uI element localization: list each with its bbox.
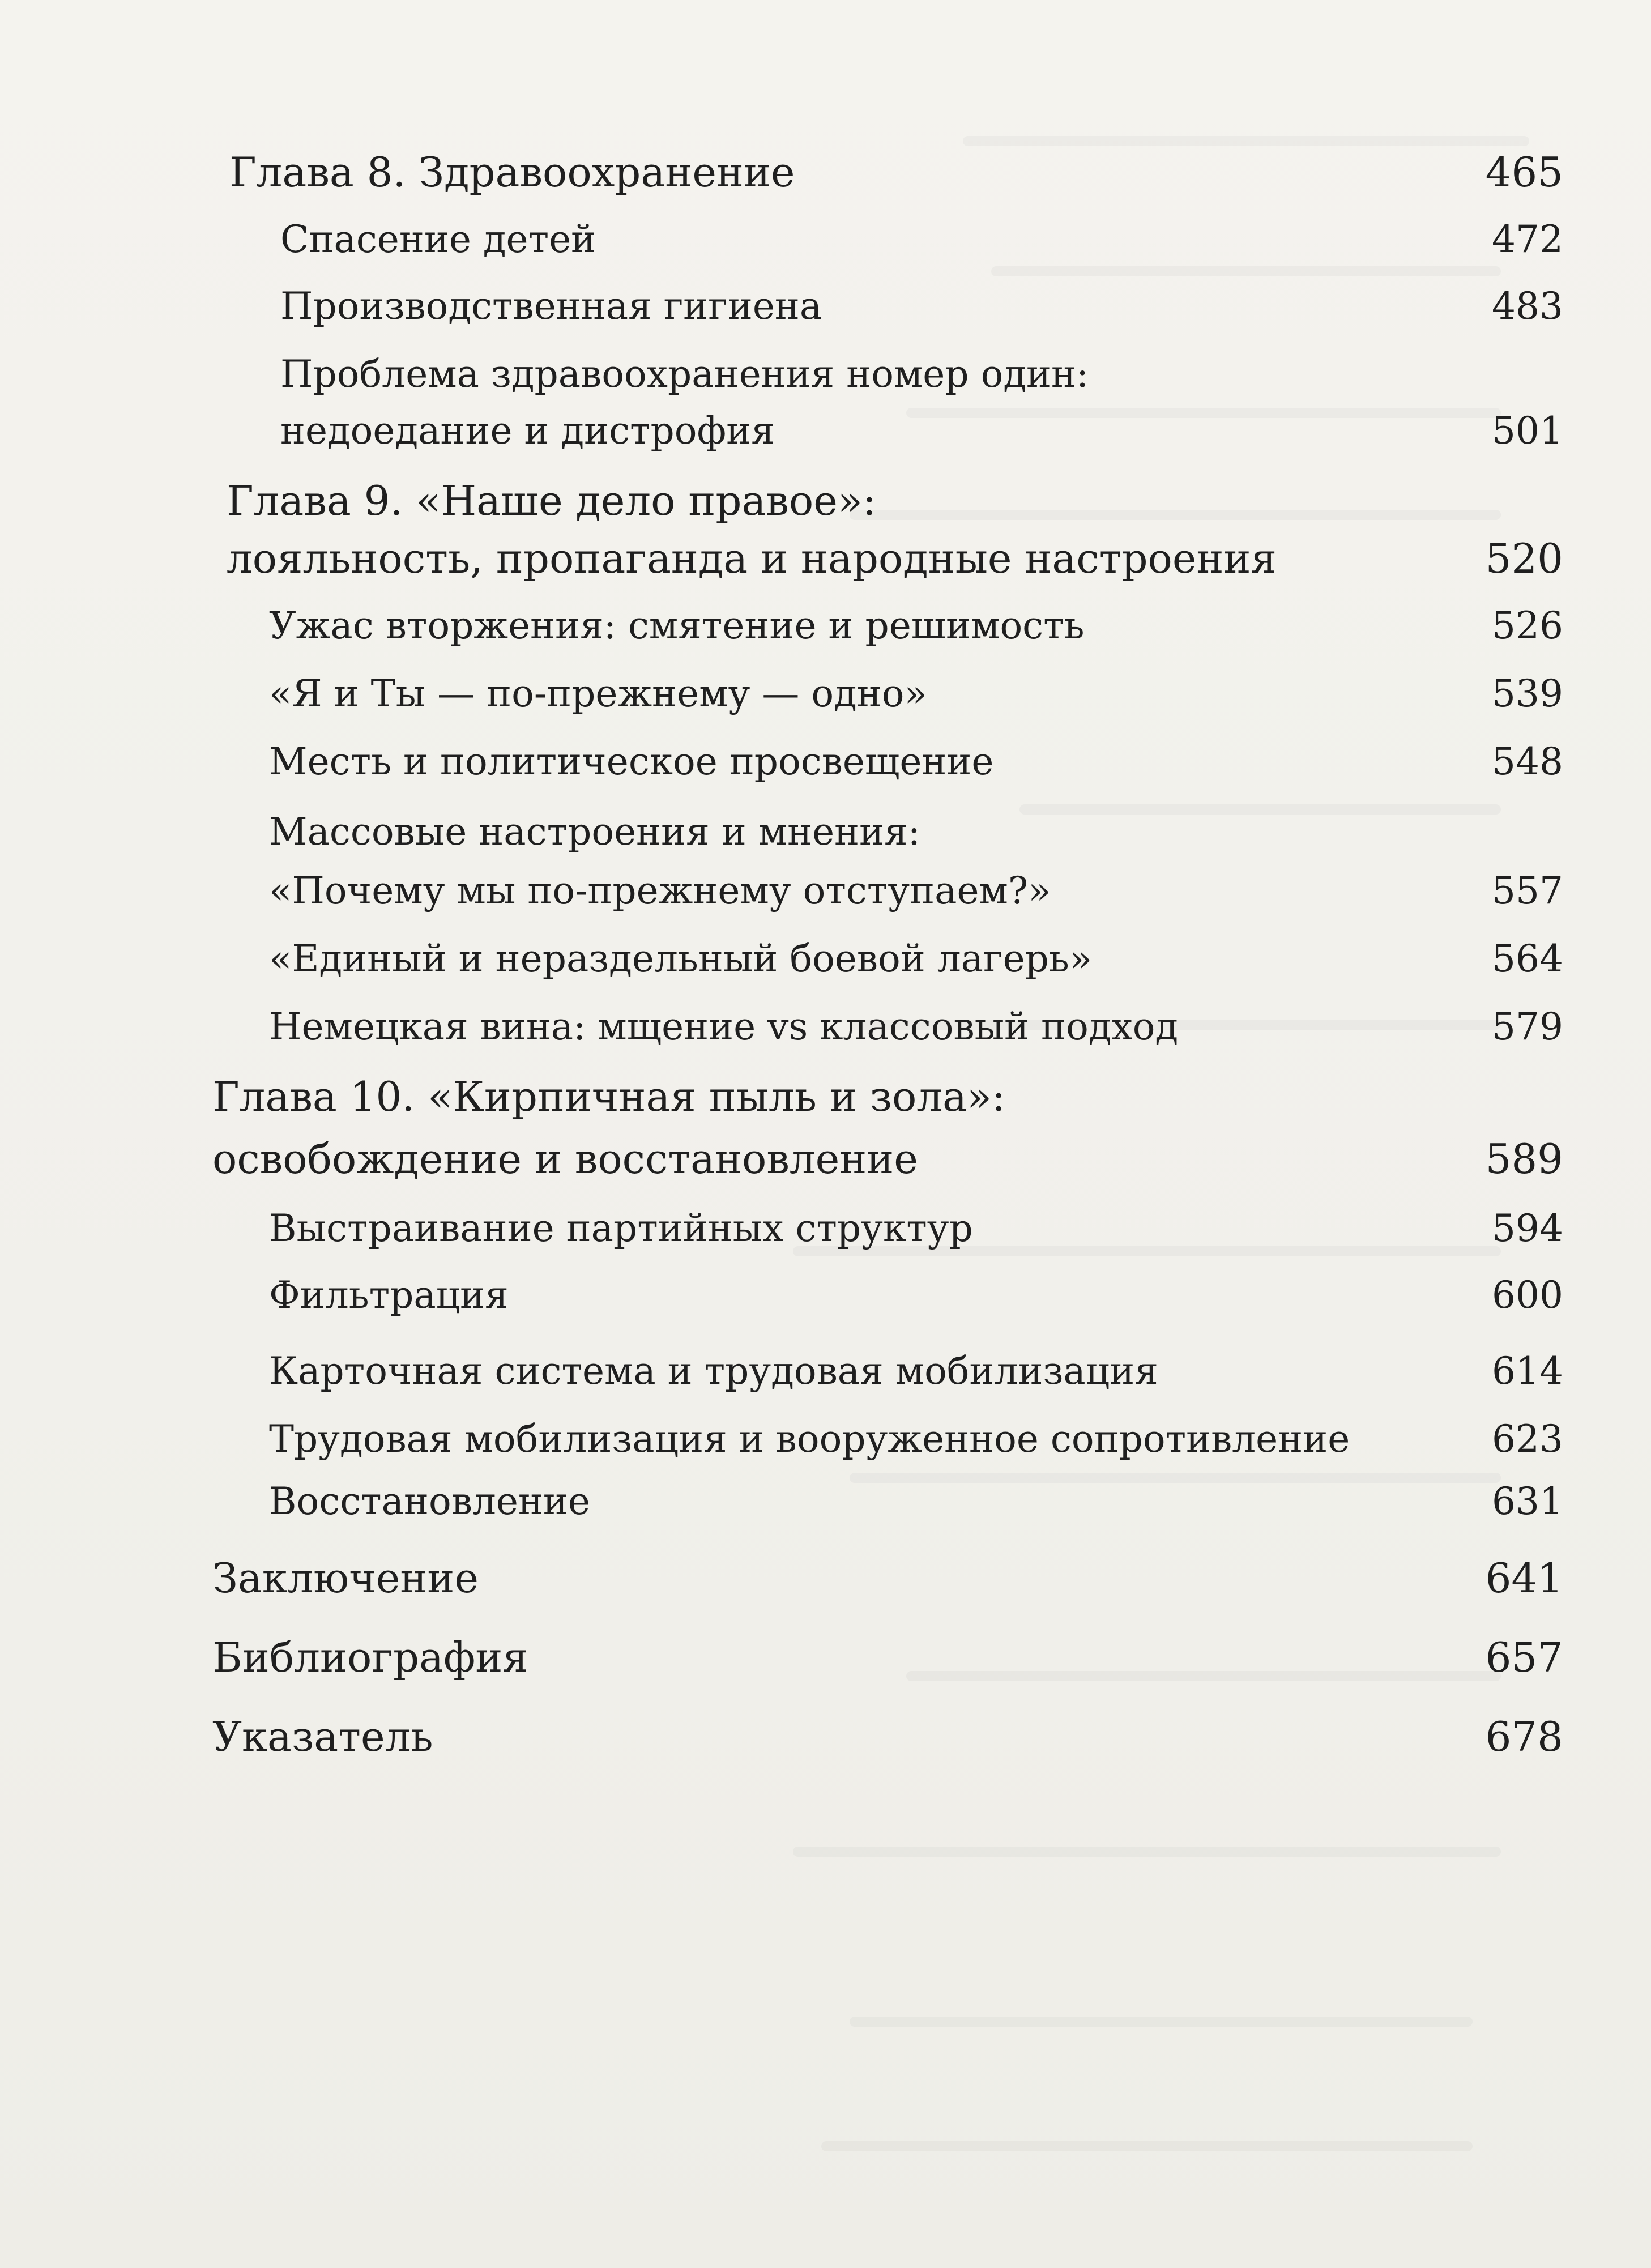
section-title: Восстановление — [269, 1480, 590, 1523]
page-number: 557 — [1492, 869, 1563, 913]
page-number: 623 — [1492, 1417, 1563, 1461]
toc-section-row — [269, 1349, 1563, 1401]
page-number: 631 — [1492, 1480, 1563, 1523]
section-title: Карточная система и трудовая мобилизация — [269, 1349, 1158, 1393]
section-title: Месть и политическое просвещение — [269, 740, 994, 783]
page-number: 472 — [1492, 218, 1563, 261]
section-title: Массовые настроения и мнения: — [269, 810, 920, 854]
page-number: 641 — [1485, 1554, 1563, 1602]
toc-section-row — [269, 1480, 1563, 1532]
toc-chapter-row — [227, 477, 1563, 532]
toc-section-row — [280, 352, 1563, 404]
toc-section-row — [269, 869, 1563, 921]
toc-section-row — [269, 672, 1563, 724]
toc-chapter-row — [212, 1135, 1563, 1191]
page-number: 594 — [1492, 1207, 1563, 1250]
toc-section-row — [269, 937, 1563, 989]
chapter-title: Глава 9. «Наше дело правое»: — [227, 477, 877, 525]
page-number: 614 — [1492, 1349, 1563, 1393]
section-title: Трудовая мобилизация и вооруженное сопротивление — [269, 1417, 1350, 1461]
toc-section-row — [280, 409, 1563, 461]
toc-chapter-row — [212, 1713, 1563, 1768]
page-number: 465 — [1485, 148, 1563, 196]
toc-section-row — [269, 1273, 1563, 1325]
toc-section-row — [269, 810, 1563, 862]
page-number: 483 — [1492, 284, 1563, 328]
toc-section-row — [269, 740, 1563, 792]
page-number: 589 — [1485, 1135, 1563, 1183]
section-title: Фильтрация — [269, 1273, 509, 1317]
toc-section-row — [280, 284, 1563, 336]
toc-chapter-row — [229, 148, 1563, 204]
toc-chapter-row — [212, 1073, 1563, 1128]
chapter-title: Глава 10. «Кирпичная пыль и зола»: — [212, 1073, 1006, 1120]
toc-section-row — [269, 604, 1563, 656]
page-number: 657 — [1485, 1634, 1563, 1681]
toc-section-row — [269, 1417, 1563, 1469]
toc-chapter-row — [227, 535, 1563, 590]
page-number: 678 — [1485, 1713, 1563, 1760]
section-title: Проблема здравоохранения номер один: — [280, 352, 1089, 396]
page-number: 539 — [1492, 672, 1563, 715]
section-title: «Я и Ты — по-прежнему — одно» — [269, 672, 927, 715]
section-title: Производственная гигиена — [280, 284, 822, 328]
chapter-title: Заключение — [212, 1554, 479, 1602]
section-title: недоедание и дистрофия — [280, 409, 775, 453]
section-title: «Почему мы по-прежнему отступаем?» — [269, 869, 1051, 913]
chapter-title: Указатель — [212, 1713, 433, 1760]
toc-section-row — [280, 218, 1563, 270]
toc-section-row — [269, 1005, 1563, 1057]
toc-chapter-row — [212, 1634, 1563, 1689]
toc-chapter-row — [212, 1554, 1563, 1610]
page-number: 600 — [1492, 1273, 1563, 1317]
page-number: 526 — [1492, 604, 1563, 647]
section-title: Ужас вторжения: смятение и решимость — [269, 604, 1085, 647]
chapter-title: освобождение и восстановление — [212, 1135, 918, 1183]
page-number: 564 — [1492, 937, 1563, 980]
page-number: 520 — [1485, 535, 1563, 582]
section-title: «Единый и нераздельный боевой лагерь» — [269, 937, 1093, 980]
page-number: 579 — [1492, 1005, 1563, 1048]
page-number: 548 — [1492, 740, 1563, 783]
chapter-title: Глава 8. Здравоохранение — [229, 148, 795, 196]
section-title: Спасение детей — [280, 218, 596, 261]
chapter-title: Библиография — [212, 1634, 528, 1681]
chapter-title: лояльность, пропаганда и народные настроения — [227, 535, 1277, 582]
section-title: Немецкая вина: мщение vs классовый подход — [269, 1005, 1179, 1048]
toc-section-row — [269, 1207, 1563, 1259]
section-title: Выстраивание партийных структур — [269, 1207, 973, 1250]
page-number: 501 — [1492, 409, 1563, 453]
